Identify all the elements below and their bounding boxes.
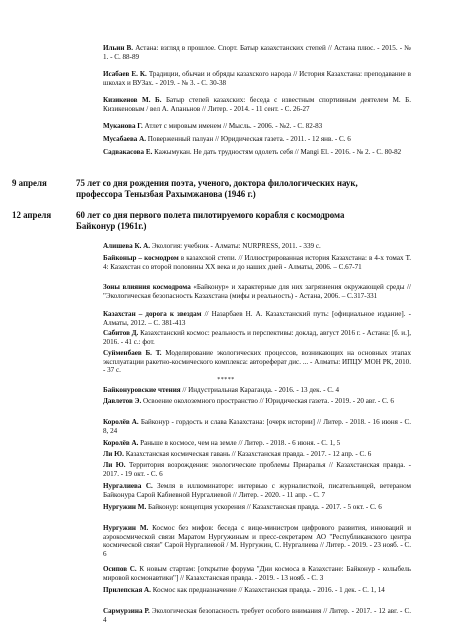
bib-entry xyxy=(103,450,411,459)
bib-entry xyxy=(103,397,411,406)
event-line: Байконур (1961г.) xyxy=(76,221,147,231)
bib-text: Байконур - гордость и слава Казахстана: [очерк истории] // Литер. - 2018. - 16 июня - С. 8, 24 xyxy=(103,418,411,435)
bib-entry xyxy=(103,586,411,595)
bib-entry xyxy=(103,70,411,87)
bib-text: Экология: учебник - Алматы: NURPRESS, 2011. - 339 с. xyxy=(150,242,321,250)
bib-author: Суйменбаев Б. Т. xyxy=(103,349,162,357)
bib-author: Ильин В. xyxy=(103,44,134,52)
event-description xyxy=(76,210,411,232)
bib-author: Королёв А. xyxy=(103,439,139,447)
bib-text: // Назарбаев Н. А. Казахстанский путь: [официальное издание]. - Алматы, 2012. – С. 381-413 xyxy=(103,310,411,327)
bib-text: Земля в иллюминаторе: интервью с журналисткой, писательницей, ветераном Байконура Сарой Кабиевной Нургалиевой // Литер. - 2020. - 11 апр. - С. 7 xyxy=(103,482,411,499)
bib-text: Традиции, обычаи и обряды казахского народа // История Казахстана: преподавание в школах и ВУЗах. - 2019. - № 3. - С. 30-38 xyxy=(103,70,412,87)
bib-author: Кизикенов М. Б. xyxy=(103,96,162,104)
bib-entry xyxy=(103,254,411,271)
bib-author: Казахстан – дорога к звездам xyxy=(103,310,202,318)
bib-text: Астана: взгляд в прошлое. Спорт. Батыр казахстанских степей // Астана плюс. - 2015. - № 1. - С. 88-89 xyxy=(103,44,412,61)
bib-text: Поверженный палуан // Юридическая газета. - 2011. - 12 янв. - С. 6 xyxy=(146,135,351,143)
section-separator: ***** xyxy=(217,377,235,383)
bib-entry xyxy=(103,44,411,61)
bib-author: Байконуровские чтения xyxy=(103,386,181,394)
bib-author: Королёв А. xyxy=(103,418,139,426)
bib-text: Батыр степей казахских: беседа с известным спортивным деятелем М. Б. Кизикеновым / вел А. Апаньнов // Литер. - 2014. - 11 сент. - С. 26-27 xyxy=(103,96,411,113)
bib-entry xyxy=(103,96,411,113)
bib-entry xyxy=(103,135,411,144)
bib-entry xyxy=(103,461,411,478)
event-date: 12 апреля xyxy=(12,210,52,220)
bib-author: Садвакасова Е. xyxy=(103,148,153,156)
bib-author: Прилепская А. xyxy=(103,586,151,594)
bib-entry xyxy=(103,310,411,327)
bib-author: Нургужин М. xyxy=(103,503,147,511)
bib-author: Байконыр – космодром xyxy=(103,254,179,262)
bib-entry xyxy=(103,482,411,499)
bib-entry xyxy=(103,565,411,582)
bib-author: Ли Ю. xyxy=(103,461,126,469)
bib-text: Освоение околоземного пространство // Юридическая газета. - 2019. - 20 авг. - С. 6 xyxy=(141,397,394,405)
bib-entry xyxy=(103,349,411,375)
bib-text: Космос как предназначение // Казахстанская правда. - 2016. - 1 дек. - С. 1, 14 xyxy=(150,586,385,594)
bib-text: Космос без мифов: беседа с вице-министром цифрового развития, инноваций и аэрокосмической связи Маратом Нургужиным и пресс-секретарем АО "Республиканского центра космической связи" Сарой Нургалиевой / М. Нургужин, С. Нургалиева // Литер. - 2019. - 23 нояб. - С. 6 xyxy=(103,524,412,559)
bib-entry xyxy=(103,439,411,448)
bib-entry xyxy=(103,418,411,435)
bib-text: К новым стартам: [открытие форума "Дни космоса в Казахстане: Байконур - колыбель мировой космонавтики"] // Казахстанская правда. - 2019. - 13 нояб. - С. 3 xyxy=(103,565,412,582)
bib-author: Сабитов Д. xyxy=(103,329,139,337)
event-line-text: профессора Тенызбая Рахымжанова (1946 г.) xyxy=(76,189,256,199)
bib-entry xyxy=(103,283,411,300)
event-date: 9 апреля xyxy=(12,178,47,188)
bib-text: в казахской степи. // Иллюстрированная история Казахстана: в 4-х томах Т. 4: Казахстан со второй половины XX века и до наших дней - Алматы, 2006. – С.67-71 xyxy=(103,254,411,271)
bib-entry xyxy=(103,607,411,624)
bib-author: Алишева К. А. xyxy=(103,242,151,250)
bib-author: Нургужин М. xyxy=(103,524,149,532)
bib-entry xyxy=(103,122,411,131)
bib-text: Экологическая безопасность требует особого внимания // Литер. - 2017. - 12 авг. - С. 4 xyxy=(103,607,411,624)
bib-entry xyxy=(103,503,411,512)
bib-entry xyxy=(103,524,411,559)
bib-text: Территория возрождения: экологические проблемы Приаралья // Казахстанская правда. - 2017. - 19 окт. - С. 6 xyxy=(103,461,411,478)
anniversary-entry xyxy=(0,178,452,202)
bib-text: // Индустриальная Караганда. - 2016. - 13 дек. - С. 4 xyxy=(180,386,340,394)
bib-text: Байконур: концепция ускорения // Казахстанская правда. - 2017. - 5 окт. - С. 6 xyxy=(146,503,382,511)
bib-author: Мусабаева А. xyxy=(103,135,147,143)
event-line: 75 лет со дня рождения поэта, ученого, доктора филологических наук, xyxy=(76,178,358,188)
bib-text: Моделирование экологических процессов, возникающих на основных этапах эксплуатации ракетно-космического комплекса: автореферат дис. ... - Алматы: ИПЦУ МОН РК, 2010. - 37 с. xyxy=(103,349,412,375)
bib-text: Казахстанский космос: реальность и перспективы: доклад, август 2016 г. - Астана: [б. и.], 2016. - 41 с.: фот. xyxy=(103,329,411,346)
anniversary-entry xyxy=(0,210,452,234)
bib-entry xyxy=(103,386,411,395)
bib-entry xyxy=(103,329,411,346)
bib-text: «Байконур» и характерные для них загрязнения окружающей среды // "Экологическая безопасность Казахстана (мифы и реальность) - Астана, 2006. – С.317-331 xyxy=(103,283,411,300)
bib-text: Раньше в космосе, чем на земле // Литер. - 2018. - 6 июня. - С. 1, 5 xyxy=(138,439,341,447)
bib-author: Осипов С. xyxy=(103,565,137,573)
bib-text: Казахстанская космическая гавань // Казахстанская правда. - 2017. - 12 апр. - С. 6 xyxy=(123,450,372,458)
bib-author: Нургалиева С. xyxy=(103,482,153,490)
bib-entry xyxy=(103,242,411,251)
bib-text: Атлет с мировым именем // Мысль. - 2006. - №2. - С. 82-83 xyxy=(142,122,323,130)
bib-author: Сармурзина Р. xyxy=(103,607,150,615)
event-description xyxy=(76,178,411,200)
bib-author: Ли Ю. xyxy=(103,450,124,458)
bib-author: Исабаев Е. К. xyxy=(103,70,147,78)
bib-author: Муканова Г. xyxy=(103,122,143,130)
event-line: 60 лет со дня первого полета пилотируемого корабля с космодрома xyxy=(76,210,345,220)
bib-author: Давлетов Э. xyxy=(103,397,142,405)
bib-entry xyxy=(103,148,411,157)
bib-text: Кажымукан. Не дать трудностям одолеть себя // Mangi El. - 2016. - № 2. - С. 80-82 xyxy=(152,148,402,156)
event-line xyxy=(76,189,411,200)
bib-author: Зоны влияния космодрома xyxy=(103,283,191,291)
